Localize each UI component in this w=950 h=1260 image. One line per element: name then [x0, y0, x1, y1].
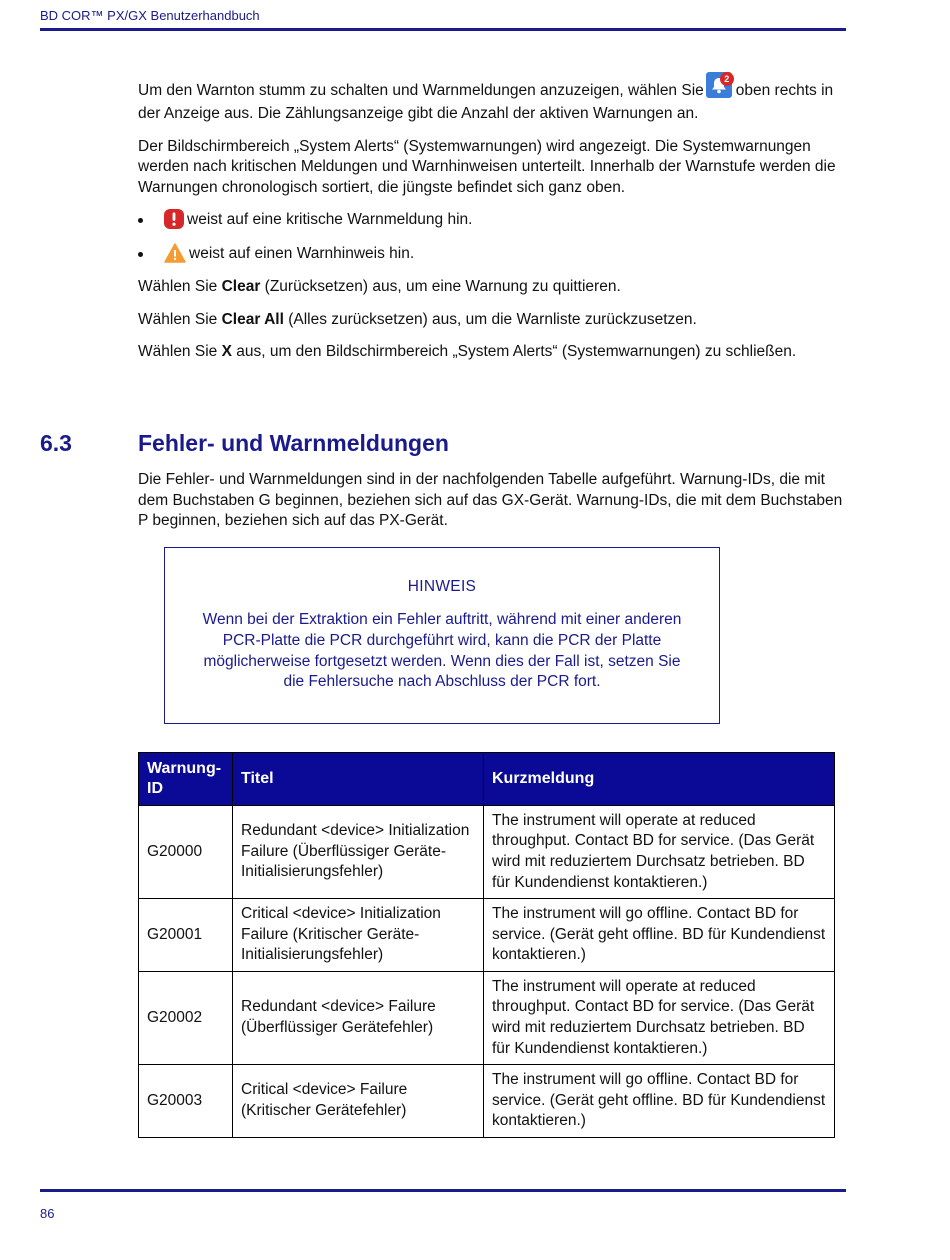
running-header: BD COR™ PX/GX Benutzerhandbuch — [40, 8, 260, 23]
mute-text-after: oben rechts in der Anzeige aus. Die Zählungsanzeige gibt die Anzahl der aktiven Warnungen an. — [138, 82, 834, 122]
bell-icon — [706, 72, 732, 98]
alert-title-cell: Redundant <device> Initialization Failure (Überflüssiger Geräte-Initialisierungsfehler) — [233, 806, 484, 899]
bullet-dot — [138, 252, 143, 257]
clear-all-post-text: (Alles zurücksetzen) aus, um die Warnliste zurückzusetzen. — [288, 310, 697, 328]
alert-message-cell: The instrument will go offline. Contact BD for service. (Gerät geht offline. BD für Kundendienst kontaktieren.) — [484, 899, 835, 972]
bullet-warning-text: weist auf einen Warnhinweis hin. — [189, 244, 415, 262]
note-box — [164, 547, 720, 724]
critical-alert-icon — [164, 209, 184, 229]
column-header-id: Warnung-ID — [139, 753, 233, 806]
alert-title-cell: Redundant <device> Failure (Überflüssiger Gerätefehler) — [233, 972, 484, 1065]
alert-id-cell: G20000 — [139, 806, 233, 899]
alert-type-list — [138, 210, 846, 264]
table-row — [139, 899, 835, 972]
header-rule — [40, 28, 846, 31]
close-paragraph — [138, 342, 846, 363]
alert-title-cell: Critical <device> Initialization Failure (Kritischer Geräte-Initialisierungsfehler) — [233, 899, 484, 972]
clear-all-pre-text: Wählen Sie — [138, 310, 218, 328]
table-row — [139, 1065, 835, 1138]
warning-triangle-icon — [164, 243, 186, 263]
list-item — [138, 210, 846, 231]
list-item — [138, 244, 846, 265]
alerts-table — [138, 752, 835, 1138]
alert-id-cell: G20001 — [139, 899, 233, 972]
note-text: Wenn bei der Extraktion ein Fehler auftritt, während mit einer anderen PCR-Platte die PCR durchgeführt wird, kann die PCR der Platte möglicherweise fortgesetzt werden. Wenn dies der Fall ist, setzen Sie die Fehlersuche nach Abschluss der PCR fort. — [202, 611, 682, 691]
close-term: X — [221, 343, 232, 361]
alert-id-cell: G20003 — [139, 1065, 233, 1138]
alert-message-cell: The instrument will go offline. Contact BD for service. (Gerät geht offline. BD für Kundendienst kontaktieren.) — [484, 1065, 835, 1138]
footer-rule — [40, 1189, 846, 1192]
bullet-dot — [138, 218, 143, 223]
table-header-row — [139, 753, 835, 806]
clear-all-term: Clear All — [221, 310, 284, 328]
section-title: Fehler- und Warnmeldungen — [138, 430, 449, 456]
mute-text-before: Um den Warnton stumm zu schalten und Warnmeldungen anzuzeigen, wählen Sie — [138, 82, 704, 100]
clear-pre-text: Wählen Sie — [138, 278, 218, 296]
column-header-title: Titel — [233, 753, 484, 806]
alert-id-cell: G20002 — [139, 972, 233, 1065]
table-row — [139, 806, 835, 899]
alert-message-cell: The instrument will operate at reduced throughput. Contact BD for service. (Das Gerät wird mit reduziertem Durchsatz betrieben. BD für Kundendienst kontaktieren.) — [484, 806, 835, 899]
mute-paragraph — [138, 74, 846, 125]
table-row — [139, 972, 835, 1065]
clear-paragraph — [138, 277, 846, 298]
bullet-critical-text: weist auf eine kritische Warnmeldung hin. — [187, 211, 473, 229]
close-pre-text: Wählen Sie — [138, 343, 218, 361]
page-number: 86 — [40, 1206, 55, 1221]
note-title: HINWEIS — [407, 578, 477, 595]
alert-count-badge: 2 — [720, 72, 734, 86]
alert-title-cell: Critical <device> Failure (Kritischer Gerätefehler) — [233, 1065, 484, 1138]
column-header-message: Kurzmeldung — [484, 753, 835, 806]
alert-message-cell: The instrument will operate at reduced throughput. Contact BD for service. (Das Gerät wird mit reduziertem Durchsatz betrieben. BD für Kundendienst kontaktieren.) — [484, 972, 835, 1065]
section-number: 6.3 — [40, 430, 72, 456]
section-intro: Die Fehler- und Warnmeldungen sind in der nachfolgenden Tabelle aufgeführt. Warnung-IDs, die mit dem Buchstaben G beginnen, beziehen sich auf das GX-Gerät. Warnung-IDs, die mit dem Buchstaben P beginnen, beziehen sich auf das PX-Gerät. — [138, 471, 843, 529]
system-alerts-paragraph: Der Bildschirmbereich „System Alerts“ (Systemwarnungen) wird angezeigt. Die Systemwarnungen werden nach kritischen Meldungen und Warnhinweisen unterteilt. Innerhalb der Warnstufe werden die Warnungen chronologisch sortiert, die jüngste befindet sich ganz oben. — [138, 137, 836, 196]
clear-term: Clear — [221, 278, 261, 296]
section-intro-body — [138, 470, 848, 544]
clear-post-text: (Zurücksetzen) aus, um eine Warnung zu quittieren. — [264, 278, 621, 296]
intro-body — [138, 74, 846, 375]
close-post-text: aus, um den Bildschirmbereich „System Alerts“ (Systemwarnungen) zu schließen. — [236, 343, 797, 361]
clear-all-paragraph — [138, 310, 846, 331]
